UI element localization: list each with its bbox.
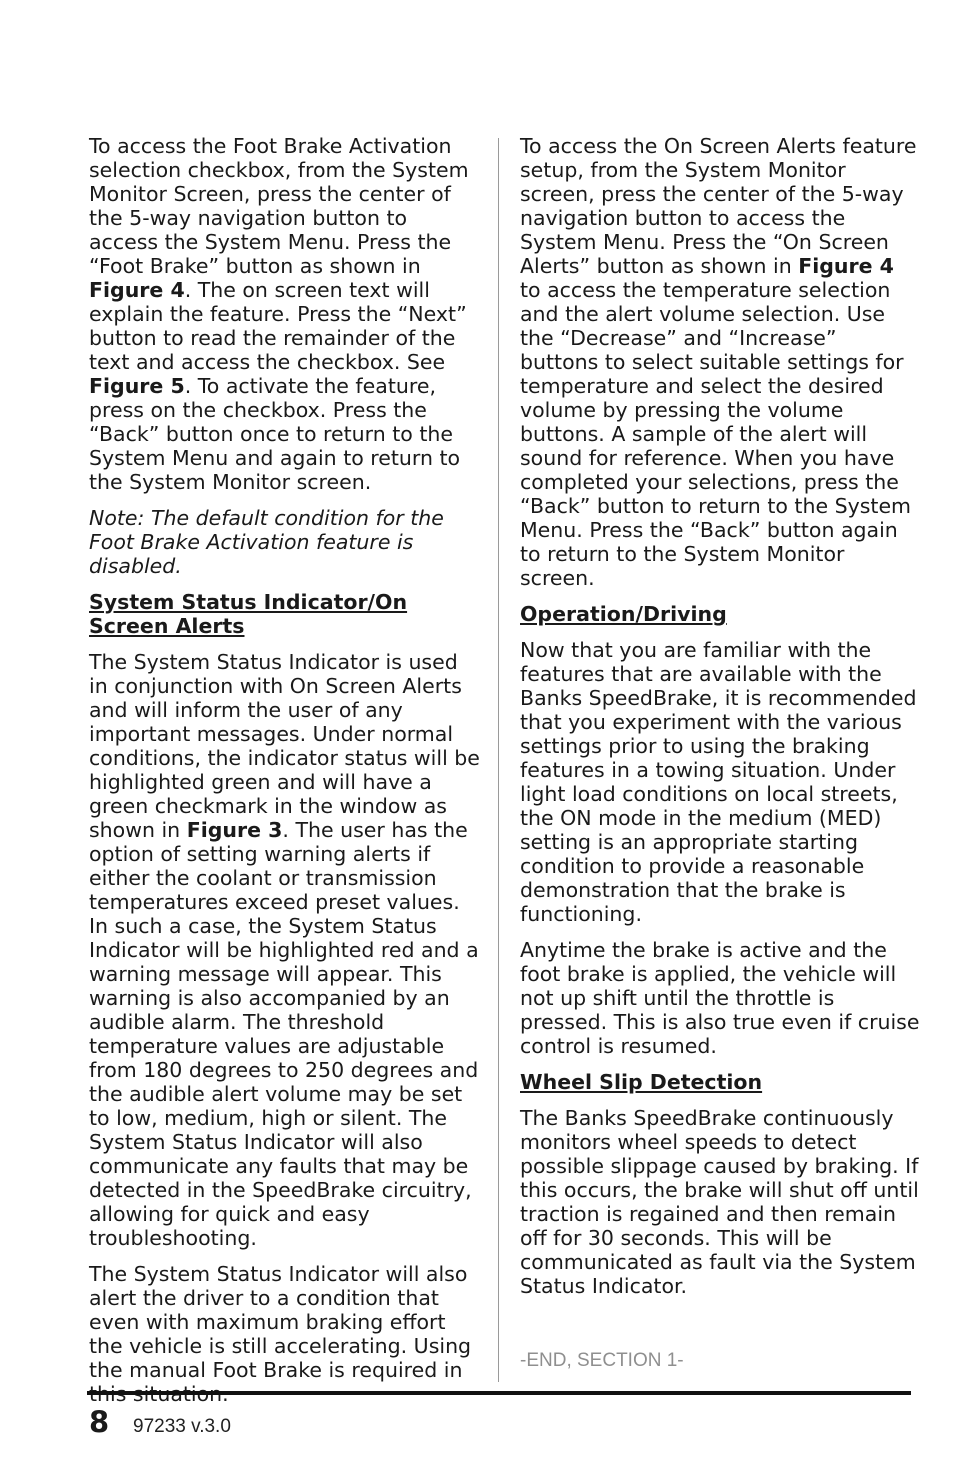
document-id: 97233 v.3.0 xyxy=(133,1416,231,1437)
figure-ref: Figure 5 xyxy=(89,374,185,398)
foot-brake-paragraph: To access the Foot Brake Activation selection checkbox, from the System Monitor Screen, press the center of the 5-way navigation button to access the System Menu. Press the “Foot Brake” button as shown in Figure 4. The on screen text will explain the feature. Press the “Next” button to read the remainder of the text and access the checkbox. See Figure 5. To activate the feature, press on the checkbox. Press the “Back” button once to return to the System Menu and again to return to the System Monitor screen. xyxy=(89,134,469,494)
footer-rule xyxy=(87,1391,911,1395)
on-screen-alerts-paragraph: To access the On Screen Alerts feature setup, from the System Monitor screen, press the center of the 5-way navigation button to access the System Menu. Press the “On Screen Alerts” button as shown in Figure 4 to access the temperature selection and the alert volume selection. Use the “Decrease” and “Increase” buttons to select suitable settings for temperature and select the desired volume by pressing the volume buttons. A sample of the alert will sound for reference. When you have completed your selections, press the “Back” button to return to the System Menu. Press the “Back” button again to return to the System Monitor screen. xyxy=(520,134,917,590)
acceleration-alert-paragraph: The System Status Indicator will also alert the driver to a condition that even with maximum braking effort the vehicle is still accelerating. Using the manual Foot Brake is required in xyxy=(89,1262,472,1382)
column-divider xyxy=(498,138,499,1382)
section-heading-status-indicator: System Status Indicator/On Screen Alerts xyxy=(89,590,408,638)
right-column xyxy=(520,134,920,1310)
default-condition-note: Note: The default condition for the Foot Brake Activation feature is disabled. xyxy=(89,506,444,578)
page-number: 8 xyxy=(89,1405,110,1439)
status-indicator-paragraph: The System Status Indicator is used in conjunction with On Screen Alerts and will inform the user of any important messages. Under normal conditions, the indicator status will be highlighted green and will have a green checkmark in the window as shown in Figure 3. The user has the option of setting warning alerts if either the coolant or transmission temperatures exceed preset values. In such a case, the System Status Indicator will be highlighted red and a warning message will appear. This warning is also accompanied by an audible alarm. The threshold temperature values are adjustable from 180 degrees to 250 degrees and the audible alert volume may be set to low, medium, high or silent. The System Status Indicator will also communicate any faults that may be detected in the SpeedBrake circuitry, allowing for quick and easy troubleshooting. xyxy=(89,650,480,1250)
section-heading-wheel-slip: Wheel Slip Detection xyxy=(520,1070,763,1094)
figure-ref: Figure 3 xyxy=(186,818,283,842)
upshift-paragraph: Anytime the brake is active and the foot brake is applied, the vehicle will not up shift until the throttle is pressed. This is also true even if cruise control is resumed. xyxy=(520,938,920,1058)
operation-paragraph: Now that you are familiar with the features that are available with the Banks SpeedBrake, it is recommended that you experiment with the various settings prior to using the braking features in a towing situation. Under light load conditions on local streets, the ON mode in the medium (MED) setting is an appropriate starting condition to provide a reasonable demonstration that the brake is functioning. xyxy=(520,638,917,926)
figure-ref: Figure 4 xyxy=(89,278,185,302)
figure-ref: Figure 4 xyxy=(798,254,894,278)
end-of-section-marker: -END, SECTION 1- xyxy=(520,1350,684,1371)
section-heading-operation: Operation/Driving xyxy=(520,602,727,626)
left-column xyxy=(89,134,481,1418)
wheel-slip-paragraph: The Banks SpeedBrake continuously monitors wheel speeds to detect possible slippage caused by braking. If this occurs, the brake will shut off until traction is regained and then remain off for 30 seconds. This will be communicated as fault via the System Status Indicator. xyxy=(520,1106,919,1298)
